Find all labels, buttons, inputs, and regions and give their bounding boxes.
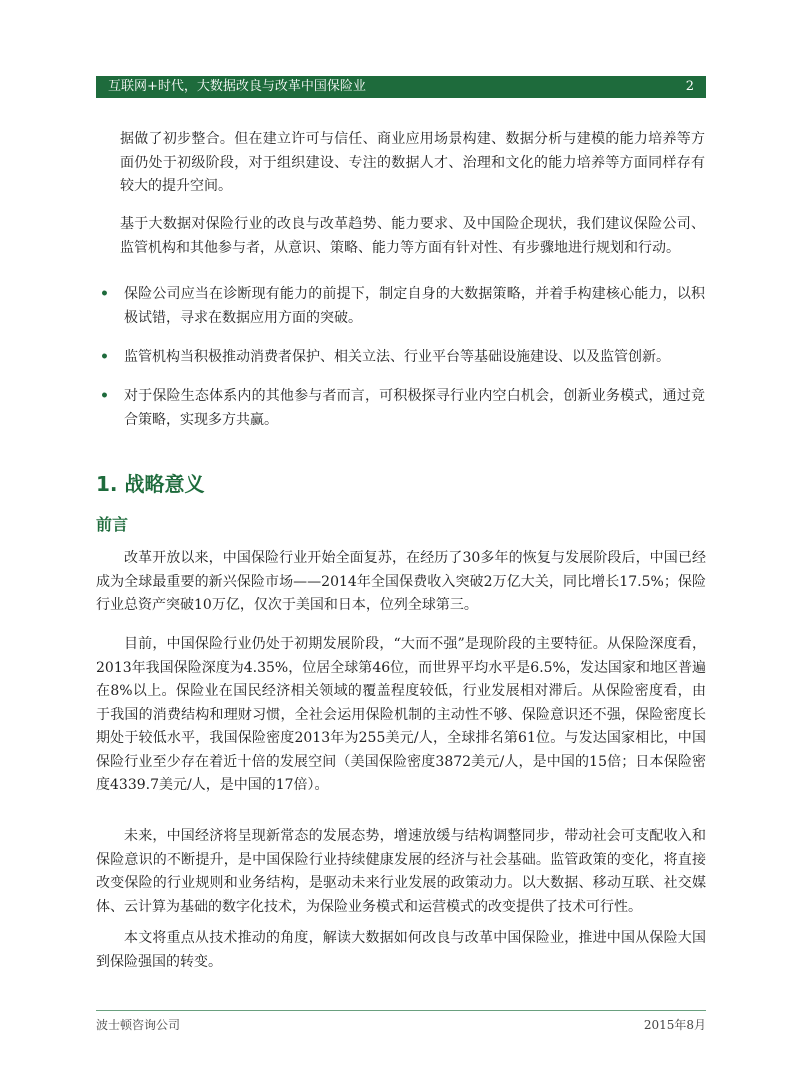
intro-paragraph-1: 据做了初步整合。但在建立许可与信任、商业应用场景构建、数据分析与建模的能力培养等方面仍处于初级阶段，对于组织建设、专注的数据人才、治理和文化的能力培养等方面同样存有较大的提升空间。: [120, 131, 705, 194]
bullet-icon: •: [100, 286, 109, 302]
footer-company: 波士顿咨询公司: [96, 1018, 181, 1032]
subsection-title: 前言: [96, 515, 129, 534]
bullet-text: 保险公司应当在诊断现有能力的前提下，制定自身的大数据策略，并着手构建核心能力，以积极试错，寻求在数据应用方面的突破。: [124, 286, 705, 326]
bullet-item-1: [100, 283, 705, 330]
bullet-text: 监管机构当积极推动消费者保护、相关立法、行业平台等基础设施建设、以及监管创新。: [124, 349, 670, 365]
bullet-item-2: [100, 346, 705, 370]
body-paragraph-1-block: [96, 547, 706, 618]
intro-paragraph-2-block: [120, 213, 705, 260]
bullet-icon: •: [100, 388, 109, 404]
intro-paragraph-2: 基于大数据对保险行业的改良与改革趋势、能力要求、及中国险企现状，我们建议保险公司、监管机构和其他参与者，从意识、策略、能力等方面有针对性、有步骤地进行规划和行动。: [120, 216, 705, 256]
footer-divider: [96, 1010, 706, 1011]
bullet-item-3: [100, 385, 705, 432]
page-header: [96, 76, 706, 98]
body-paragraph-3: 未来，中国经济将呈现新常态的发展态势，增速放缓与结构调整同步，带动社会可支配收入和保险意识的不断提升，是中国保险行业持续健康发展的经济与社会基础。监管政策的变化，将直接改变保险的行业规则和业务结构，是驱动未来行业发展的政策动力。以大数据、移动互联、社交媒体、云计算为基础的数字化技术，为保险业务模式和运营模式的改变提供了技术可行性。: [96, 828, 706, 915]
body-paragraph-4: 本文将重点从技术推动的角度，解读大数据如何改良与改革中国保险业，推进中国从保险大国到保险强国的转变。: [96, 930, 706, 970]
intro-block: [120, 128, 705, 199]
section-title: 1. 战略意义: [96, 472, 205, 496]
bullet-icon: •: [100, 349, 109, 365]
header-title: 互联网+时代，大数据改良与改革中国保险业: [108, 79, 366, 94]
body-paragraph-2-block: [96, 633, 706, 798]
body-paragraph-4-block: [96, 927, 706, 974]
footer-date: 2015年8月: [643, 1018, 706, 1032]
page-number: 2: [685, 79, 694, 94]
body-paragraph-3-block: [96, 825, 706, 919]
body-paragraph-2: 目前，中国保险行业仍处于初期发展阶段，“大而不强”是现阶段的主要特征。从保险深度看，2013年我国保险深度为4.35%，位居全球第46位，而世界平均水平是6.5%，发达国家和地区普遍在8%以上。保险业在国民经济相关领域的覆盖程度较低，行业发展相对滞后。从保险密度看，由于我国的消费结构和理财习惯，全社会运用保险机制的主动性不够、保险意识还不强，保险密度长期处于较低水平，我国保险密度2013年为255美元/人，全球排名第61位。与发达国家相比，中国保险行业至少存在着近十倍的发展空间（美国保险密度3872美元/人，是中国的15倍；日本保险密度4339.7美元/人，是中国的17倍）。: [96, 636, 706, 793]
bullet-text: 对于保险生态体系内的其他参与者而言，可积极探寻行业内空白机会，创新业务模式，通过竞合策略，实现多方共赢。: [124, 388, 705, 428]
body-paragraph-1: 改革开放以来，中国保险行业开始全面复苏，在经历了30多年的恢复与发展阶段后，中国已经成为全球最重要的新兴保险市场——2014年全国保费收入突破2万亿大关，同比增长17.5%；保险行业总资产突破10万亿，仅次于美国和日本，位列全球第三。: [96, 550, 706, 613]
